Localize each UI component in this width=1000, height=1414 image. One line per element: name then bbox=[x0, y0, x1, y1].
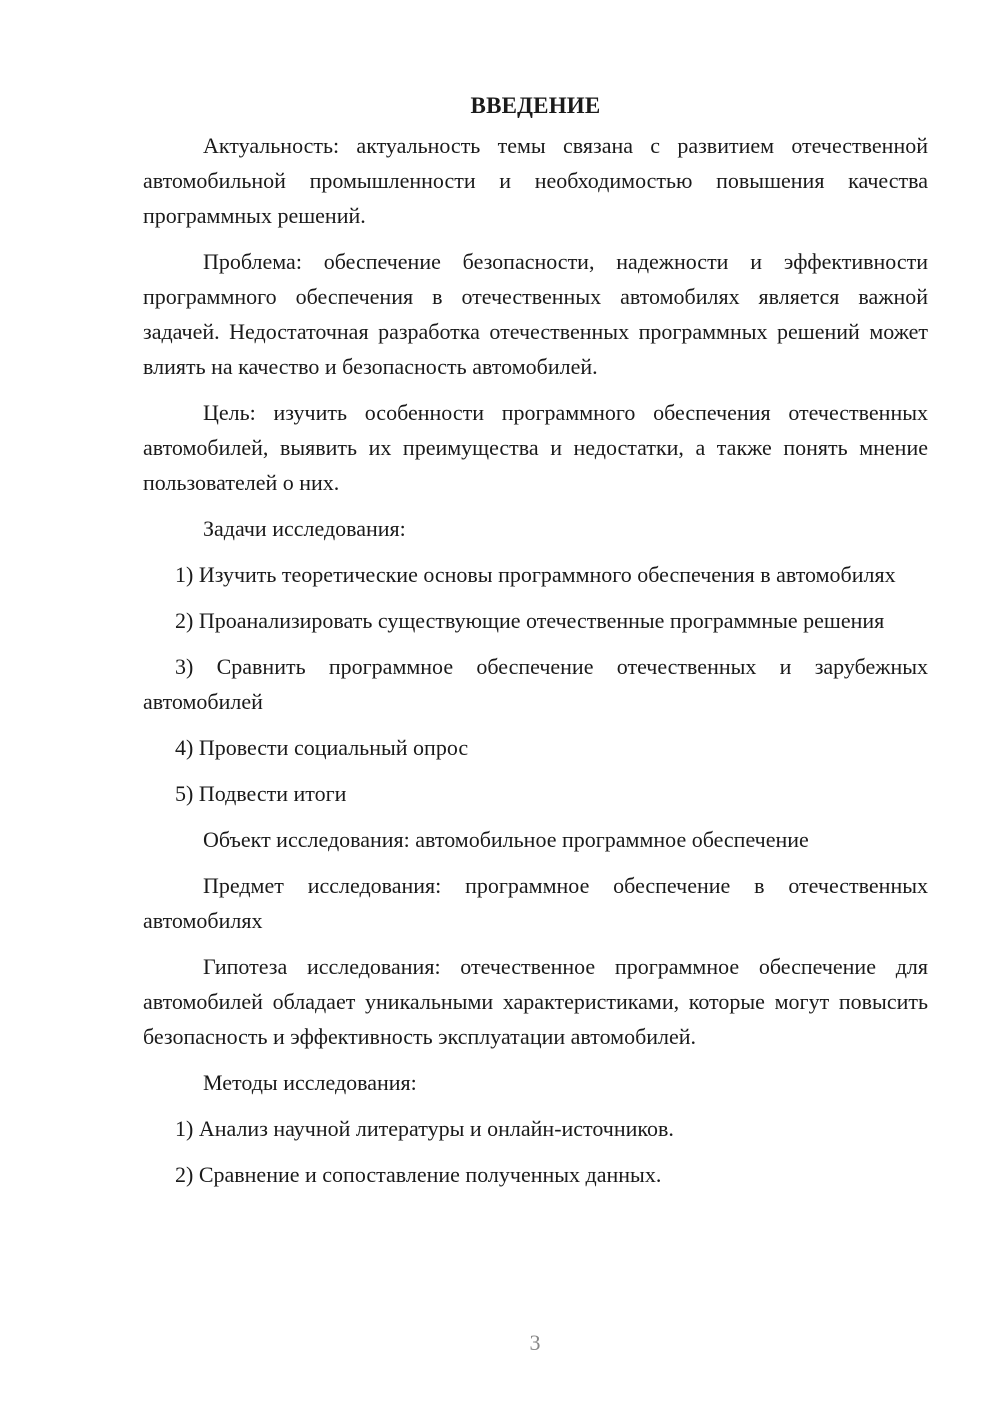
task-item: 3) Сравнить программное обеспечение отечественных и зарубежных автомобилей bbox=[143, 654, 928, 714]
method-item: 1) Анализ научной литературы и онлайн-источников. bbox=[175, 1116, 674, 1141]
task-item: 4) Провести социальный опрос bbox=[175, 735, 469, 760]
subject-paragraph: Предмет исследования: программное обеспечение в отечественных автомобилях bbox=[143, 873, 928, 933]
method-item: 2) Сравнение и сопоставление полученных данных. bbox=[175, 1162, 662, 1187]
task-item: 1) Изучить теоретические основы программного обеспечения в автомобилях bbox=[175, 562, 896, 587]
relevance-paragraph: Актуальность: актуальность темы связана с развитием отечественной автомобильной промышленности и необходимостью повышения качества программных решений. bbox=[143, 133, 928, 228]
page-content bbox=[143, 91, 928, 1203]
task-item: 2) Проанализировать существующие отечественные программные решения bbox=[175, 608, 885, 633]
page-number: 3 bbox=[529, 1330, 541, 1355]
problem-paragraph: Проблема: обеспечение безопасности, надежности и эффективности программного обеспечения в отечественных автомобилях является важной задачей. Недостаточная разработка отечественных программных решений может влиять на качество и безопасность автомобилей. bbox=[143, 249, 928, 379]
tasks-heading: Задачи исследования: bbox=[203, 516, 406, 541]
hypothesis-paragraph: Гипотеза исследования: отечественное программное обеспечение для автомобилей обладает уникальными характеристиками, которые могут повысить безопасность и эффективность эксплуатации автомобилей. bbox=[143, 954, 928, 1049]
section-title: ВВЕДЕНИЕ bbox=[470, 93, 601, 118]
object-paragraph: Объект исследования: автомобильное программное обеспечение bbox=[203, 827, 809, 852]
task-item: 5) Подвести итоги bbox=[175, 781, 347, 806]
methods-heading: Методы исследования: bbox=[203, 1070, 417, 1095]
goal-paragraph: Цель: изучить особенности программного обеспечения отечественных автомобилей, выявить их преимущества и недостатки, а также понять мнение пользователей о них. bbox=[143, 400, 928, 495]
